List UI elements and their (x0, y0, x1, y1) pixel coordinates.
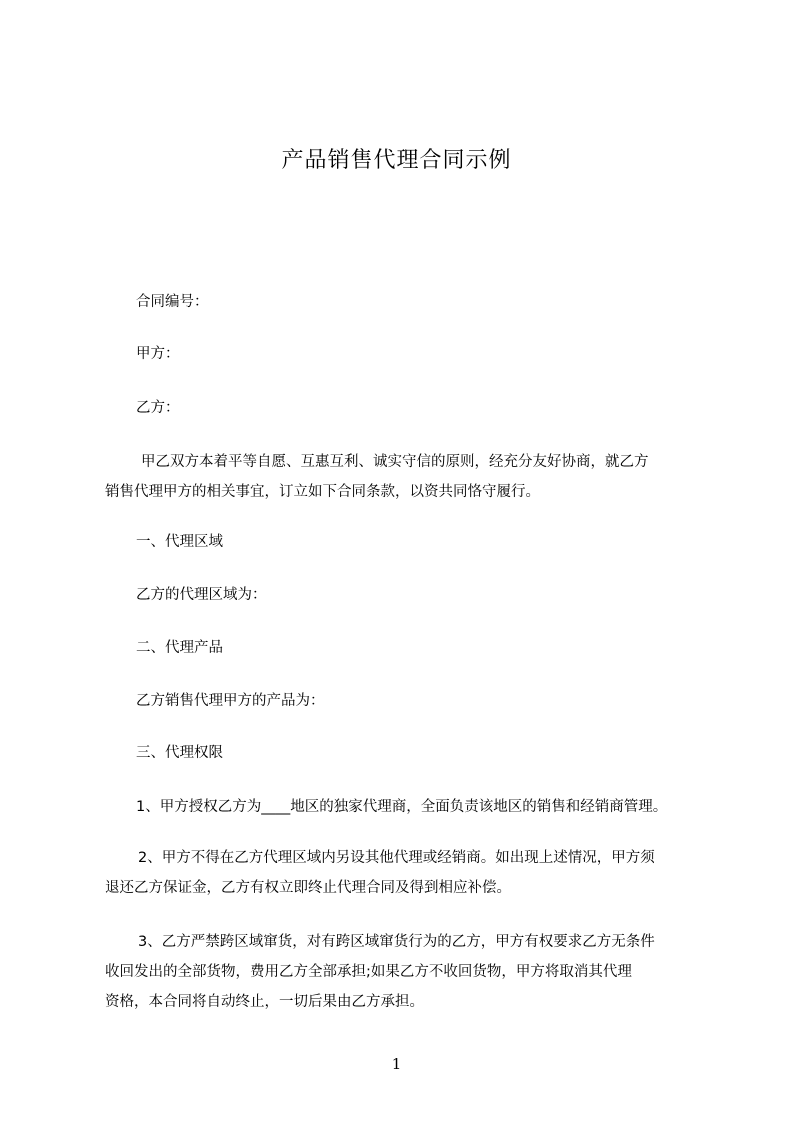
preamble-line: 甲乙双方本着平等自愿、互惠互利、诚实守信的原则，经充分友好协商，就乙方 (141, 454, 649, 470)
clause-2 (105, 843, 655, 903)
section-heading: 二、代理产品 (136, 640, 223, 656)
party-a-label: 甲方： (136, 346, 180, 362)
clause-3 (105, 927, 655, 1017)
section-text: 乙方销售代理甲方的产品为： (136, 693, 325, 709)
preamble-line: 销售代理甲方的相关事宜，订立如下合同条款，以资共同恪守履行。 (105, 484, 540, 500)
page-number: 1 (391, 1055, 402, 1073)
clause-1: 1、甲方授权乙方为____地区的独家代理商，全面负责该地区的销售和经销商管理。 (136, 799, 668, 815)
party-b-label: 乙方： (136, 400, 180, 416)
section-text: 乙方的代理区域为： (136, 587, 267, 603)
clause-line: 资格，本合同将自动终止，一切后果由乙方承担。 (105, 994, 424, 1010)
preamble-paragraph (105, 447, 649, 507)
contract-no-label: 合同编号： (136, 294, 209, 310)
document-title: 产品销售代理合同示例 (281, 148, 512, 173)
clause-line: 3、乙方严禁跨区域窜货，对有跨区域窜货行为的乙方，甲方有权要求乙方无条件 (138, 934, 655, 950)
clause-line: 收回发出的全部货物，费用乙方全部承担;如果乙方不收回货物，甲方将取消其代理 (105, 964, 632, 980)
clause-line: 2、甲方不得在乙方代理区域内另设其他代理或经销商。如出现上述情况，甲方须 (138, 850, 655, 866)
clause-line: 退还乙方保证金，乙方有权立即终止代理合同及得到相应补偿。 (105, 880, 511, 896)
section-heading: 一、代理区域 (136, 534, 223, 550)
section-heading: 三、代理权限 (136, 745, 223, 761)
